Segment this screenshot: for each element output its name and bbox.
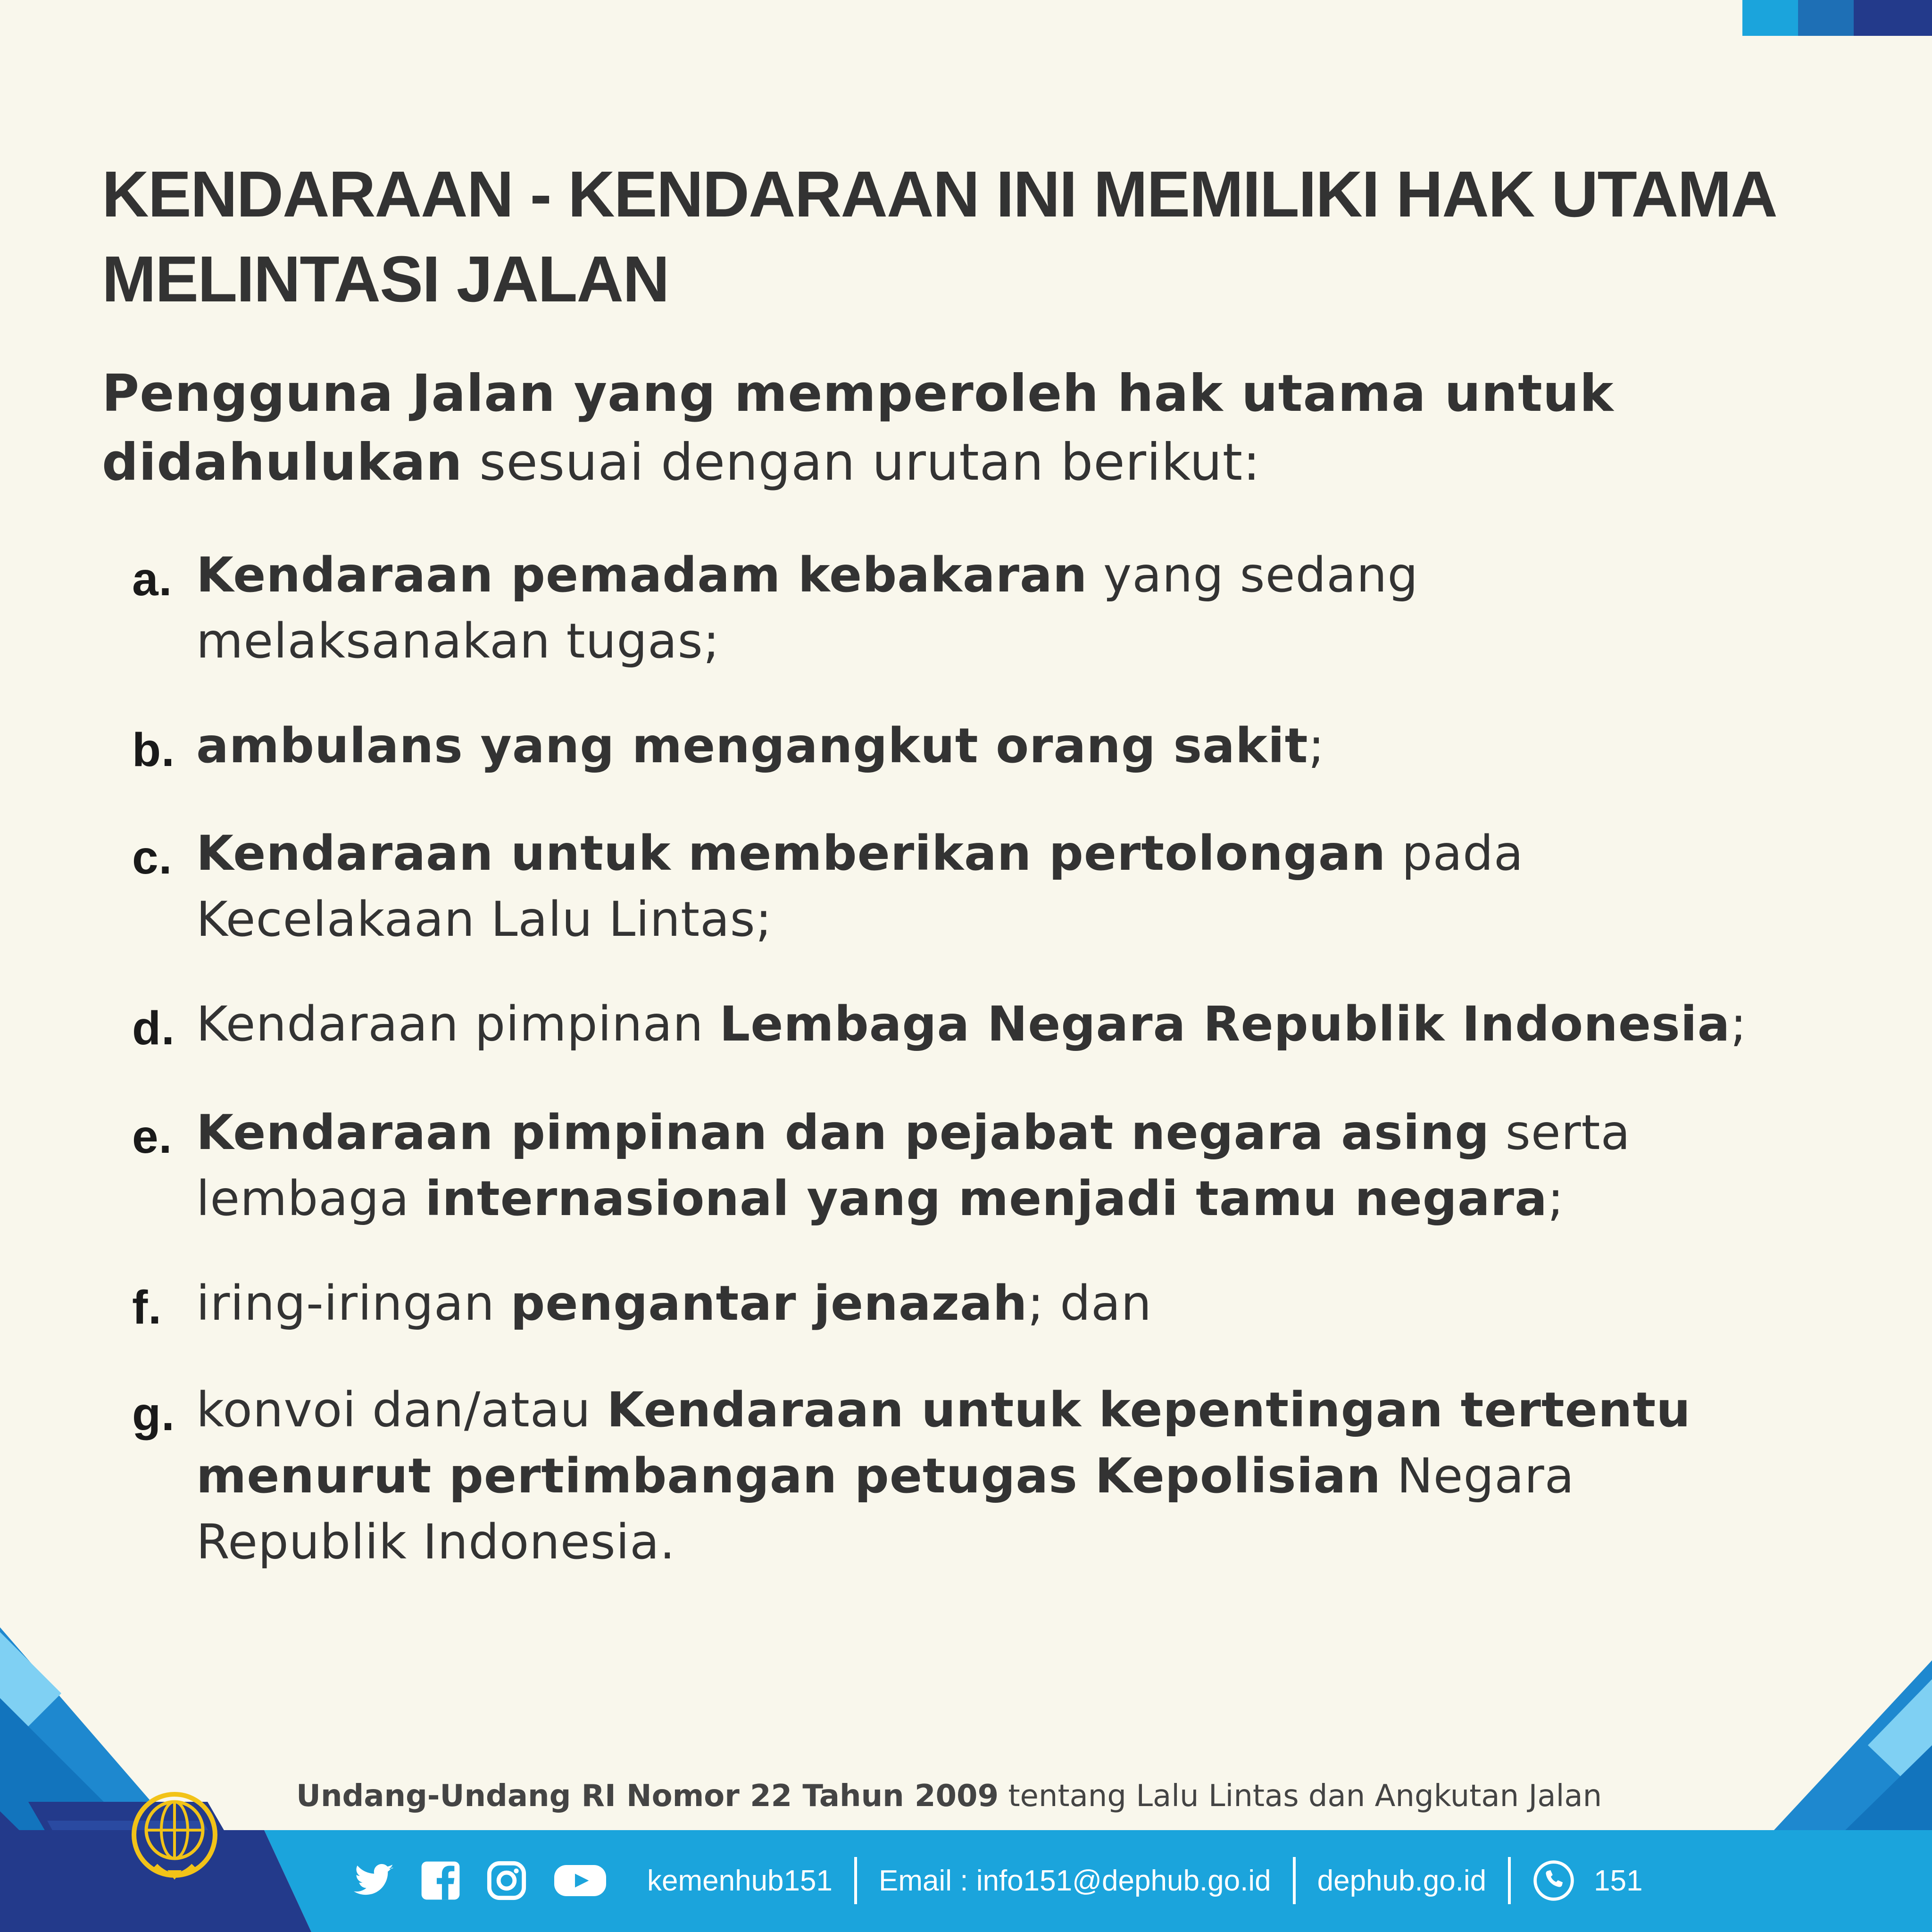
item-text: melaksanakan tugas; [196,613,720,669]
citation-law: Undang-Undang RI Nomor 22 Tahun 2009 [296,1779,999,1814]
divider [1293,1857,1296,1904]
list-item-c [132,821,1875,953]
item-text: Kendaraan pimpinan [196,996,720,1052]
list-item-b [132,713,1875,779]
citation [296,1773,1853,1820]
item-bold: Kendaraan untuk memberikan pertolongan [196,825,1386,882]
list-item-e [132,1100,1875,1232]
instagram-icon[interactable] [486,1860,527,1901]
item-bold: ambulans yang mengangkut orang sakit [196,718,1308,774]
email-link[interactable]: Email : info151@dephub.go.id [878,1864,1271,1897]
intro-bold-2: didahulukan [102,433,463,492]
item-bold: menurut pertimbangan petugas Kepolisian [196,1448,1382,1504]
item-text: pada [1386,825,1524,882]
item-bold: pengantar jenazah [510,1275,1028,1332]
item-bold: Lembaga Negara Republik Indonesia [719,996,1731,1052]
list-letter: e. [132,1110,173,1163]
list-letter: b. [132,724,175,776]
item-text: iring-iringan [196,1275,511,1332]
list-item-f [132,1271,1875,1337]
website-link[interactable]: dephub.go.id [1317,1864,1487,1897]
list-letter: f. [132,1281,162,1334]
intro-bold-1: Pengguna Jalan yang memperoleh hak utama untuk [102,364,1614,423]
facebook-icon[interactable] [420,1860,461,1901]
item-text: ; [1547,1171,1565,1227]
item-text: ; dan [1027,1275,1152,1332]
list-letter: g. [132,1388,175,1441]
citation-rest: tentang Lalu Lintas dan Angkutan Jalan [999,1779,1602,1814]
list-letter: d. [132,1002,175,1055]
item-text: lembaga [196,1171,425,1227]
item-text: serta [1490,1105,1631,1161]
list-item-d [132,991,1875,1058]
item-text: Negara [1381,1448,1575,1504]
footer-contacts [354,1845,1643,1916]
item-text: Kecelakaan Lalu Lintas; [196,891,773,948]
item-text: yang sedang [1087,547,1419,603]
title-line-2: MELINTASI JALAN [102,243,669,316]
item-text: konvoi dan/atau [196,1382,607,1438]
item-bold: Kendaraan untuk kepentingan tertentu [607,1382,1691,1438]
item-bold: Kendaraan pemadam kebakaran [196,547,1088,603]
item-text: ; [1308,718,1325,774]
social-handle[interactable]: kemenhub151 [647,1864,833,1897]
divider [854,1857,857,1904]
phone-number[interactable]: 151 [1594,1864,1643,1897]
item-text: ; [1730,996,1747,1052]
list-item-g [132,1377,1875,1575]
kemenhub-logo [127,1783,222,1896]
list-item-a [132,542,1875,675]
item-text: Republik Indonesia. [196,1514,676,1570]
list-letter: c. [132,831,173,884]
item-bold: Kendaraan pimpinan dan pejabat negara asing [196,1105,1490,1161]
list-letter: a. [132,553,173,606]
intro-rest: sesuai dengan urutan berikut: [462,433,1261,492]
youtube-icon[interactable] [552,1860,608,1901]
phone-icon [1532,1859,1575,1902]
twitter-icon[interactable] [354,1860,395,1901]
item-bold: internasional yang menjadi tamu negara [425,1171,1548,1227]
divider [1508,1857,1511,1904]
title-line-1: KENDARAAN - KENDARAAN INI MEMILIKI HAK UTAMA [102,158,1777,231]
